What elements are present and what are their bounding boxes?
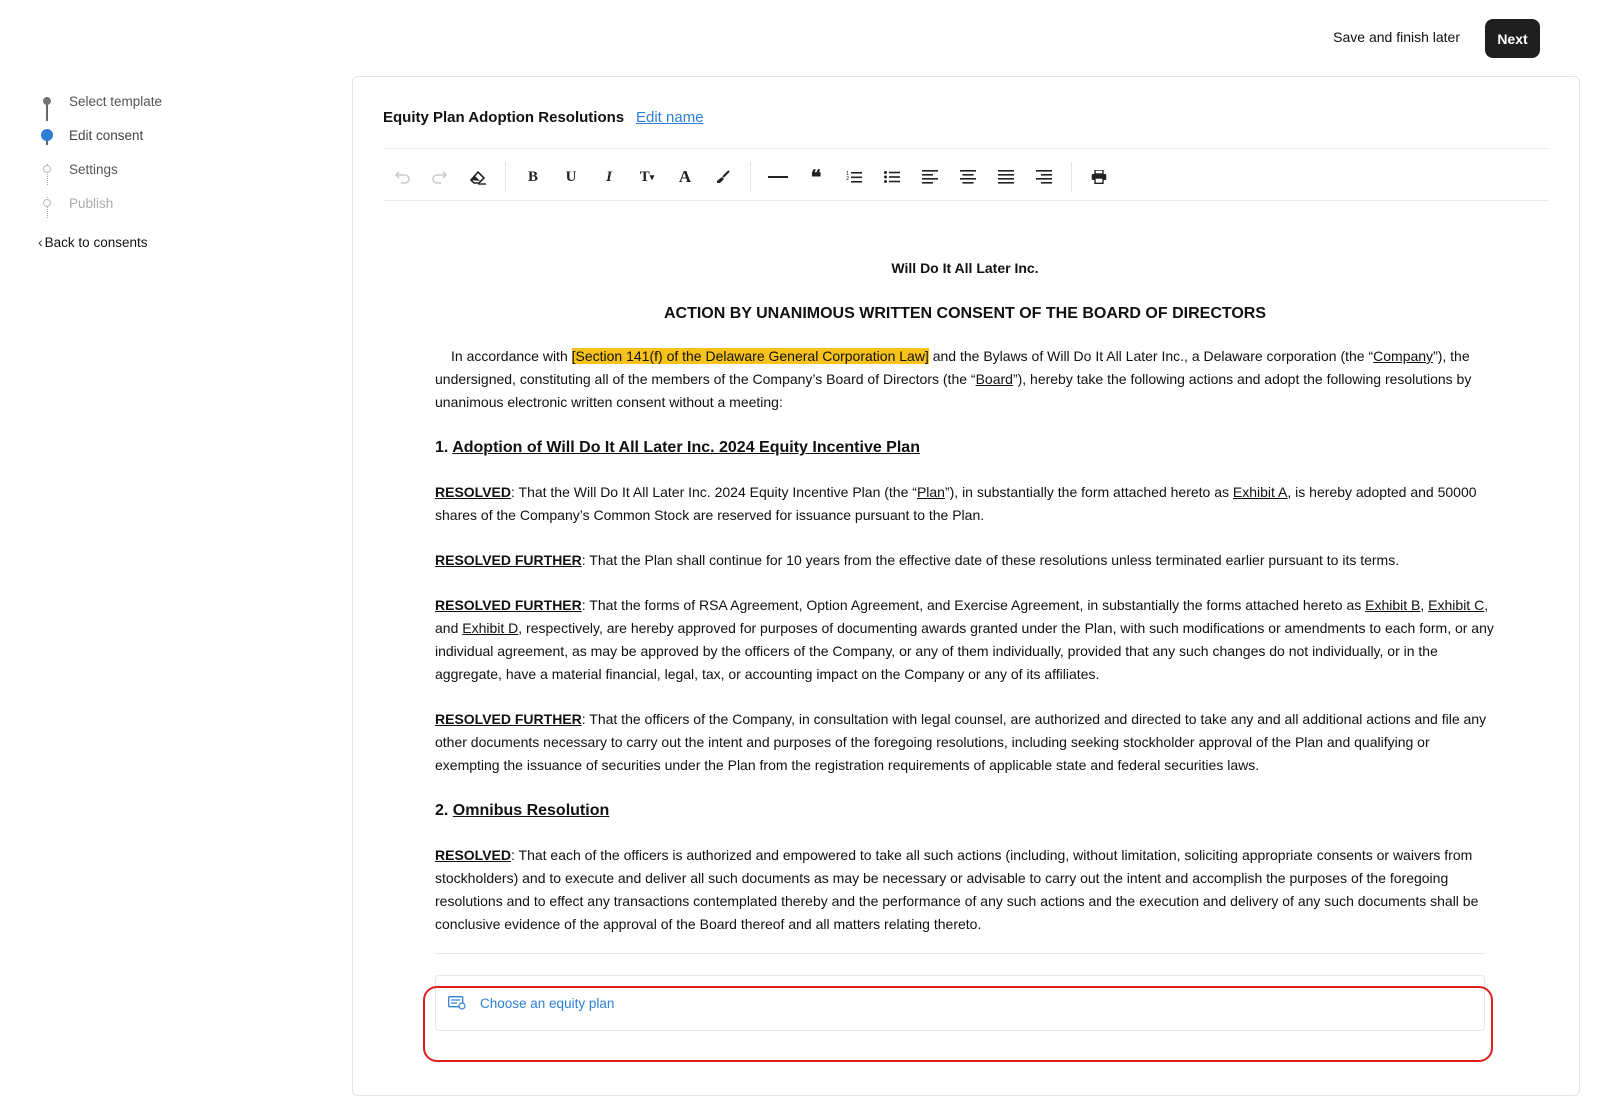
next-button[interactable]: Next: [1485, 19, 1540, 58]
align-left-icon[interactable]: [911, 161, 949, 193]
highlighted-placeholder[interactable]: [Section 141(f) of the Delaware General Corporation Law]: [571, 348, 929, 364]
toolbar-separator: [750, 162, 751, 192]
resolution-paragraph: [435, 594, 1495, 686]
text: : That the forms of RSA Agreement, Option Agreement, and Exercise Agreement, in substantially the forms attached hereto as: [581, 597, 1366, 613]
step-pending-dot: [43, 165, 51, 173]
step-publish[interactable]: [40, 186, 280, 220]
edit-name-link[interactable]: Edit name: [636, 109, 704, 126]
text: : That the Plan shall continue for 10 years from the effective date of these resolutions unless terminated earlier pursuant to its terms.: [581, 552, 1400, 568]
step-select-template[interactable]: [40, 84, 280, 118]
save-and-finish-later-button[interactable]: Save and finish later: [1333, 29, 1460, 45]
defined-term: Board: [975, 371, 1013, 387]
resolution-paragraph: [435, 481, 1495, 527]
section-number: 2.: [435, 802, 453, 819]
svg-text:2: 2: [846, 176, 850, 182]
undo-icon[interactable]: [383, 161, 421, 193]
step-pending-dot: [43, 199, 51, 207]
choose-equity-plan-button[interactable]: [435, 975, 1485, 1031]
toolbar-separator: [505, 162, 506, 192]
resolution-label: RESOLVED FURTHER: [435, 552, 582, 568]
text: , and: [435, 597, 1489, 636]
consent-document[interactable]: [435, 257, 1495, 958]
text: : That the Will Do It All Later Inc. 2024 Equity Incentive Plan (the “: [510, 484, 917, 500]
section-heading: [435, 799, 1495, 822]
text: ,: [1420, 597, 1429, 613]
exhibit-reference: Exhibit B: [1365, 597, 1421, 613]
choose-equity-plan-label: Choose an equity plan: [480, 995, 615, 1011]
eraser-icon[interactable]: [459, 161, 497, 193]
text-size-icon[interactable]: T ▾: [639, 168, 655, 185]
highlight-brush-icon[interactable]: [704, 161, 742, 193]
svg-text:1: 1: [846, 171, 850, 177]
resolution-label: RESOLVED: [435, 847, 511, 863]
step-label: Select template: [69, 93, 163, 109]
redo-icon[interactable]: [421, 161, 459, 193]
step-active-dot: [41, 129, 53, 141]
step-done-dot: [43, 97, 51, 105]
bold-icon[interactable]: B: [527, 168, 538, 185]
divider: [383, 148, 1549, 149]
document-company-name: Will Do It All Later Inc.: [891, 260, 1039, 276]
underline-icon[interactable]: U: [565, 168, 577, 185]
step-label: Publish: [69, 195, 114, 211]
font-color-icon[interactable]: A: [678, 167, 692, 186]
step-settings[interactable]: [40, 152, 280, 186]
step-label: Settings: [69, 161, 118, 177]
align-center-icon[interactable]: [949, 161, 987, 193]
align-justify-icon[interactable]: [987, 161, 1025, 193]
progress-stepper: [40, 84, 280, 220]
align-right-icon[interactable]: [1025, 161, 1063, 193]
exhibit-reference: Exhibit C: [1428, 597, 1485, 613]
ordered-list-icon[interactable]: [835, 161, 873, 193]
section-title: Omnibus Resolution: [452, 802, 610, 819]
text: : That each of the officers is authorized and empowered to take all such actions (including, without limitation, soliciting appropriate consents or waivers from stockholders) and to execute and deliver all such documents as may be necessary or advisable to carry out the intent and accomplish the purposes of the foregoing resolutions and to effect any transactions contemplated thereby and the performance of any such actions and the execution and delivery of any such documents shall be conclusive evidence of the approval of the Board thereof and all matters relating thereto.: [435, 847, 1479, 932]
step-label: Edit consent: [69, 127, 144, 143]
bullet-list-icon[interactable]: [873, 161, 911, 193]
text: and the Bylaws of Will Do It All Later Inc., a Delaware corporation (the “: [928, 348, 1374, 364]
text: ”), hereby take the following actions and adopt the following resolutions by unanimous electronic written consent without a meeting:: [435, 371, 1472, 410]
resolution-label: RESOLVED FURTHER: [435, 711, 582, 727]
text: ”), in substantially the form attached hereto as: [944, 484, 1233, 500]
editor-toolbar: [383, 157, 1549, 197]
text: : That the officers of the Company, in consultation with legal counsel, are authorized and directed to take any and all additional actions and file any other documents necessary to carry out the intent and purposes of the foregoing resolutions, including seeking stockholder approval of the Plan and qualifying or exempting the issuance of securities under the Plan from the registration requirements of applicable state and federal securities laws.: [435, 711, 1487, 773]
text: In accordance with: [451, 348, 572, 364]
resolution-paragraph: [435, 844, 1495, 936]
exhibit-reference: Exhibit D: [462, 620, 519, 636]
section-title: Adoption of Will Do It All Later Inc. 2024 Equity Incentive Plan: [452, 439, 920, 456]
equity-plan-icon: [448, 996, 466, 1010]
top-bar: [0, 0, 1600, 76]
chevron-left-icon: ‹: [38, 234, 43, 250]
document-heading: ACTION BY UNANIMOUS WRITTEN CONSENT OF THE BOARD OF DIRECTORS: [663, 305, 1267, 322]
divider: [435, 953, 1485, 954]
text: , respectively, are hereby approved for purposes of documenting awards granted under the Plan, with such modifications or amendments to each form, or any individual agreement, as may be approved by the officers of the Company, or any of them individually, provided that any such changes do not individually, or in the aggregate, have a material financial, legal, tax, or accounting impact on the Company or any of its affiliates.: [435, 620, 1494, 682]
step-edit-consent[interactable]: [40, 118, 280, 152]
blockquote-icon[interactable]: ❝: [810, 165, 822, 189]
intro-paragraph: [435, 345, 1495, 414]
defined-term: Company: [1373, 348, 1434, 364]
resolution-label: RESOLVED: [435, 484, 511, 500]
back-to-consents-link[interactable]: [38, 234, 147, 250]
print-icon[interactable]: [1080, 161, 1118, 193]
consent-title: Equity Plan Adoption Resolutions: [383, 109, 625, 126]
resolution-paragraph: [435, 708, 1495, 777]
text: ”), the undersigned, constituting all of the members of the Company’s Board of Directors (the “: [435, 348, 1470, 387]
text: , is hereby adopted and 50000 shares of the Company’s Common Stock are reserved for issuance pursuant to the Plan.: [435, 484, 1477, 523]
resolution-paragraph: [435, 549, 1495, 572]
back-label: Back to consents: [44, 235, 148, 250]
horizontal-rule-icon[interactable]: [759, 161, 797, 193]
resolution-label: RESOLVED FURTHER: [435, 597, 582, 613]
divider: [383, 200, 1549, 201]
editor-card: [352, 76, 1580, 1096]
toolbar-separator: [1071, 162, 1072, 192]
section-number: 1.: [435, 439, 453, 456]
section-heading: [435, 436, 1495, 459]
defined-term: Plan: [916, 484, 945, 500]
exhibit-reference: Exhibit A: [1232, 484, 1288, 500]
italic-icon[interactable]: I: [606, 168, 612, 185]
